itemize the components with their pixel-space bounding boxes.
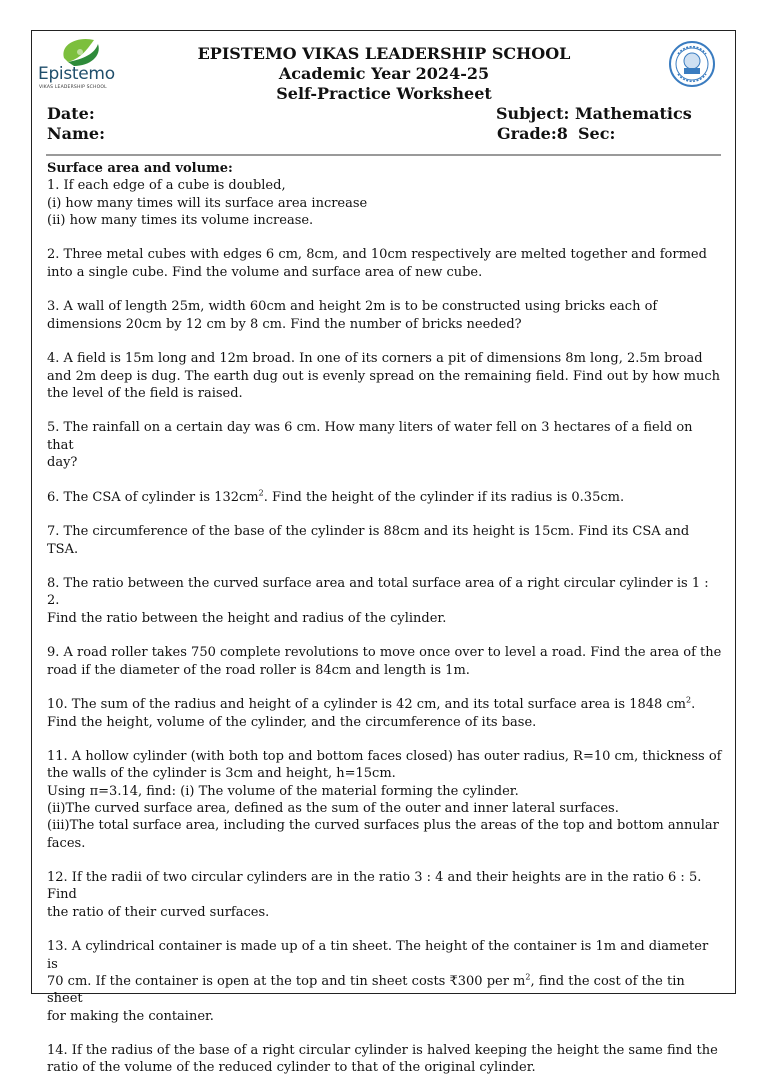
question-line: ratio of the volume of the reduced cylinder to that of the original cylinder. <box>47 1060 536 1076</box>
logo-subtext: VIKAS LEADERSHIP SCHOOL <box>39 85 107 90</box>
question-line: the level of the field is raised. <box>47 385 243 401</box>
question-line: road if the diameter of the road roller is 84cm and length is 1m. <box>47 662 470 678</box>
question-line: the walls of the cylinder is 3cm and height, h=15cm. <box>47 766 396 782</box>
question-line: 7. The circumference of the base of the cylinder is 88cm and its height is 15cm. Find its CSA and TSA. <box>47 524 690 557</box>
header-divider <box>46 154 721 156</box>
question-line: into a single cube. Find the volume and surface area of new cube. <box>47 264 483 280</box>
grade-label: Grade:8 <box>497 124 568 143</box>
name-label: Name: <box>47 124 106 143</box>
question-10 <box>47 696 723 731</box>
question-line: 3. A wall of length 25m, width 60cm and height 2m is to be constructed using bricks each of <box>47 299 658 315</box>
question-14 <box>47 1042 723 1077</box>
question-9 <box>47 644 723 679</box>
question-line: 9. A road roller takes 750 complete revolutions to move once over to level a road. Find the area of the <box>47 645 722 661</box>
worksheet-title: Self-Practice Worksheet <box>276 84 492 103</box>
question-line: 14. If the radius of the base of a right circular cylinder is halved keeping the height the same find the <box>47 1043 718 1059</box>
worksheet-body <box>47 160 723 1077</box>
question-line: (i) how many times will its surface area increase <box>47 195 368 211</box>
question-12 <box>47 869 723 921</box>
question-line: (iii)The total surface area, including the curved surfaces plus the areas of the top and bottom annular <box>47 818 719 834</box>
question-line: Find the height, volume of the cylinder, and the circumference of its base. <box>47 714 537 730</box>
question-line: 6. The CSA of cylinder is $132cm^2$. Find the height of the cylinder if its radius is 0.35cm. <box>47 488 625 505</box>
question-3 <box>47 298 723 333</box>
question-line: faces. <box>47 835 86 851</box>
section-title: Surface area and volume: <box>47 161 233 176</box>
question-4 <box>47 350 723 402</box>
question-line: 8. The ratio between the curved surface area and total surface area of a right circular cylinder is 1 : 2. <box>47 576 709 609</box>
question-1 <box>47 177 723 229</box>
question-line: 12. If the radii of two circular cylinders are in the ratio 3 : 4 and their heights are in the ratio 6 : 5. Find <box>47 870 702 903</box>
question-line: Using π=3.14, find: (i) The volume of the material forming the cylinder. <box>47 783 519 799</box>
question-line: Find the ratio between the height and radius of the cylinder. <box>47 610 447 626</box>
question-line: 10. The sum of the radius and height of a cylinder is 42 cm, and its total surface area is 1848 $cm^2$. <box>47 695 696 713</box>
question-8 <box>47 575 723 627</box>
question-line: for making the container. <box>47 1008 214 1024</box>
question-line: dimensions 20cm by 12 cm by 8 cm. Find the number of bricks needed? <box>47 316 522 332</box>
question-11 <box>47 748 723 852</box>
question-line: 70 cm. If the container is open at the top and tin sheet costs ₹300 per $m^2$, find the cost of the tin sheet <box>47 972 685 1007</box>
logo-wordmark: Epistemo <box>38 64 115 84</box>
question-13 <box>47 938 723 1024</box>
question-line: (ii) how many times its volume increase. <box>47 212 314 228</box>
question-line: and 2m deep is dug. The earth dug out is evenly spread on the remaining field. Find out by how much <box>47 368 721 384</box>
question-line: day? <box>47 455 78 471</box>
question-7 <box>47 523 723 558</box>
academic-year: Academic Year 2024-25 <box>278 64 490 83</box>
question-line: 11. A hollow cylinder (with both top and bottom faces closed) has outer radius, R=10 cm, thickness of <box>47 749 722 765</box>
sec-label: Sec: <box>578 124 616 143</box>
question-line: (ii)The curved surface area, defined as the sum of the outer and inner lateral surfaces. <box>47 800 619 816</box>
question-line: the ratio of their curved surfaces. <box>47 904 270 920</box>
question-line: 5. The rainfall on a certain day was 6 cm. How many liters of water fell on 3 hectares of a field on that <box>47 420 693 453</box>
question-line: 2. Three metal cubes with edges 6 cm, 8cm, and 10cm respectively are melted together and formed <box>47 247 707 263</box>
subject-label: Subject: Mathematics <box>496 104 692 123</box>
date-label: Date: <box>47 104 95 123</box>
question-2 <box>47 246 723 281</box>
question-line: 1. If each edge of a cube is doubled, <box>47 178 286 194</box>
question-line: 13. A cylindrical container is made up of a tin sheet. The height of the container is 1m and diameter is <box>47 939 709 972</box>
school-name: EPISTEMO VIKAS LEADERSHIP SCHOOL <box>197 44 571 63</box>
question-line: 4. A field is 15m long and 12m broad. In one of its corners a pit of dimensions 8m long, 2.5m broad <box>47 351 703 367</box>
question-5 <box>47 419 723 471</box>
question-6 <box>47 489 723 506</box>
